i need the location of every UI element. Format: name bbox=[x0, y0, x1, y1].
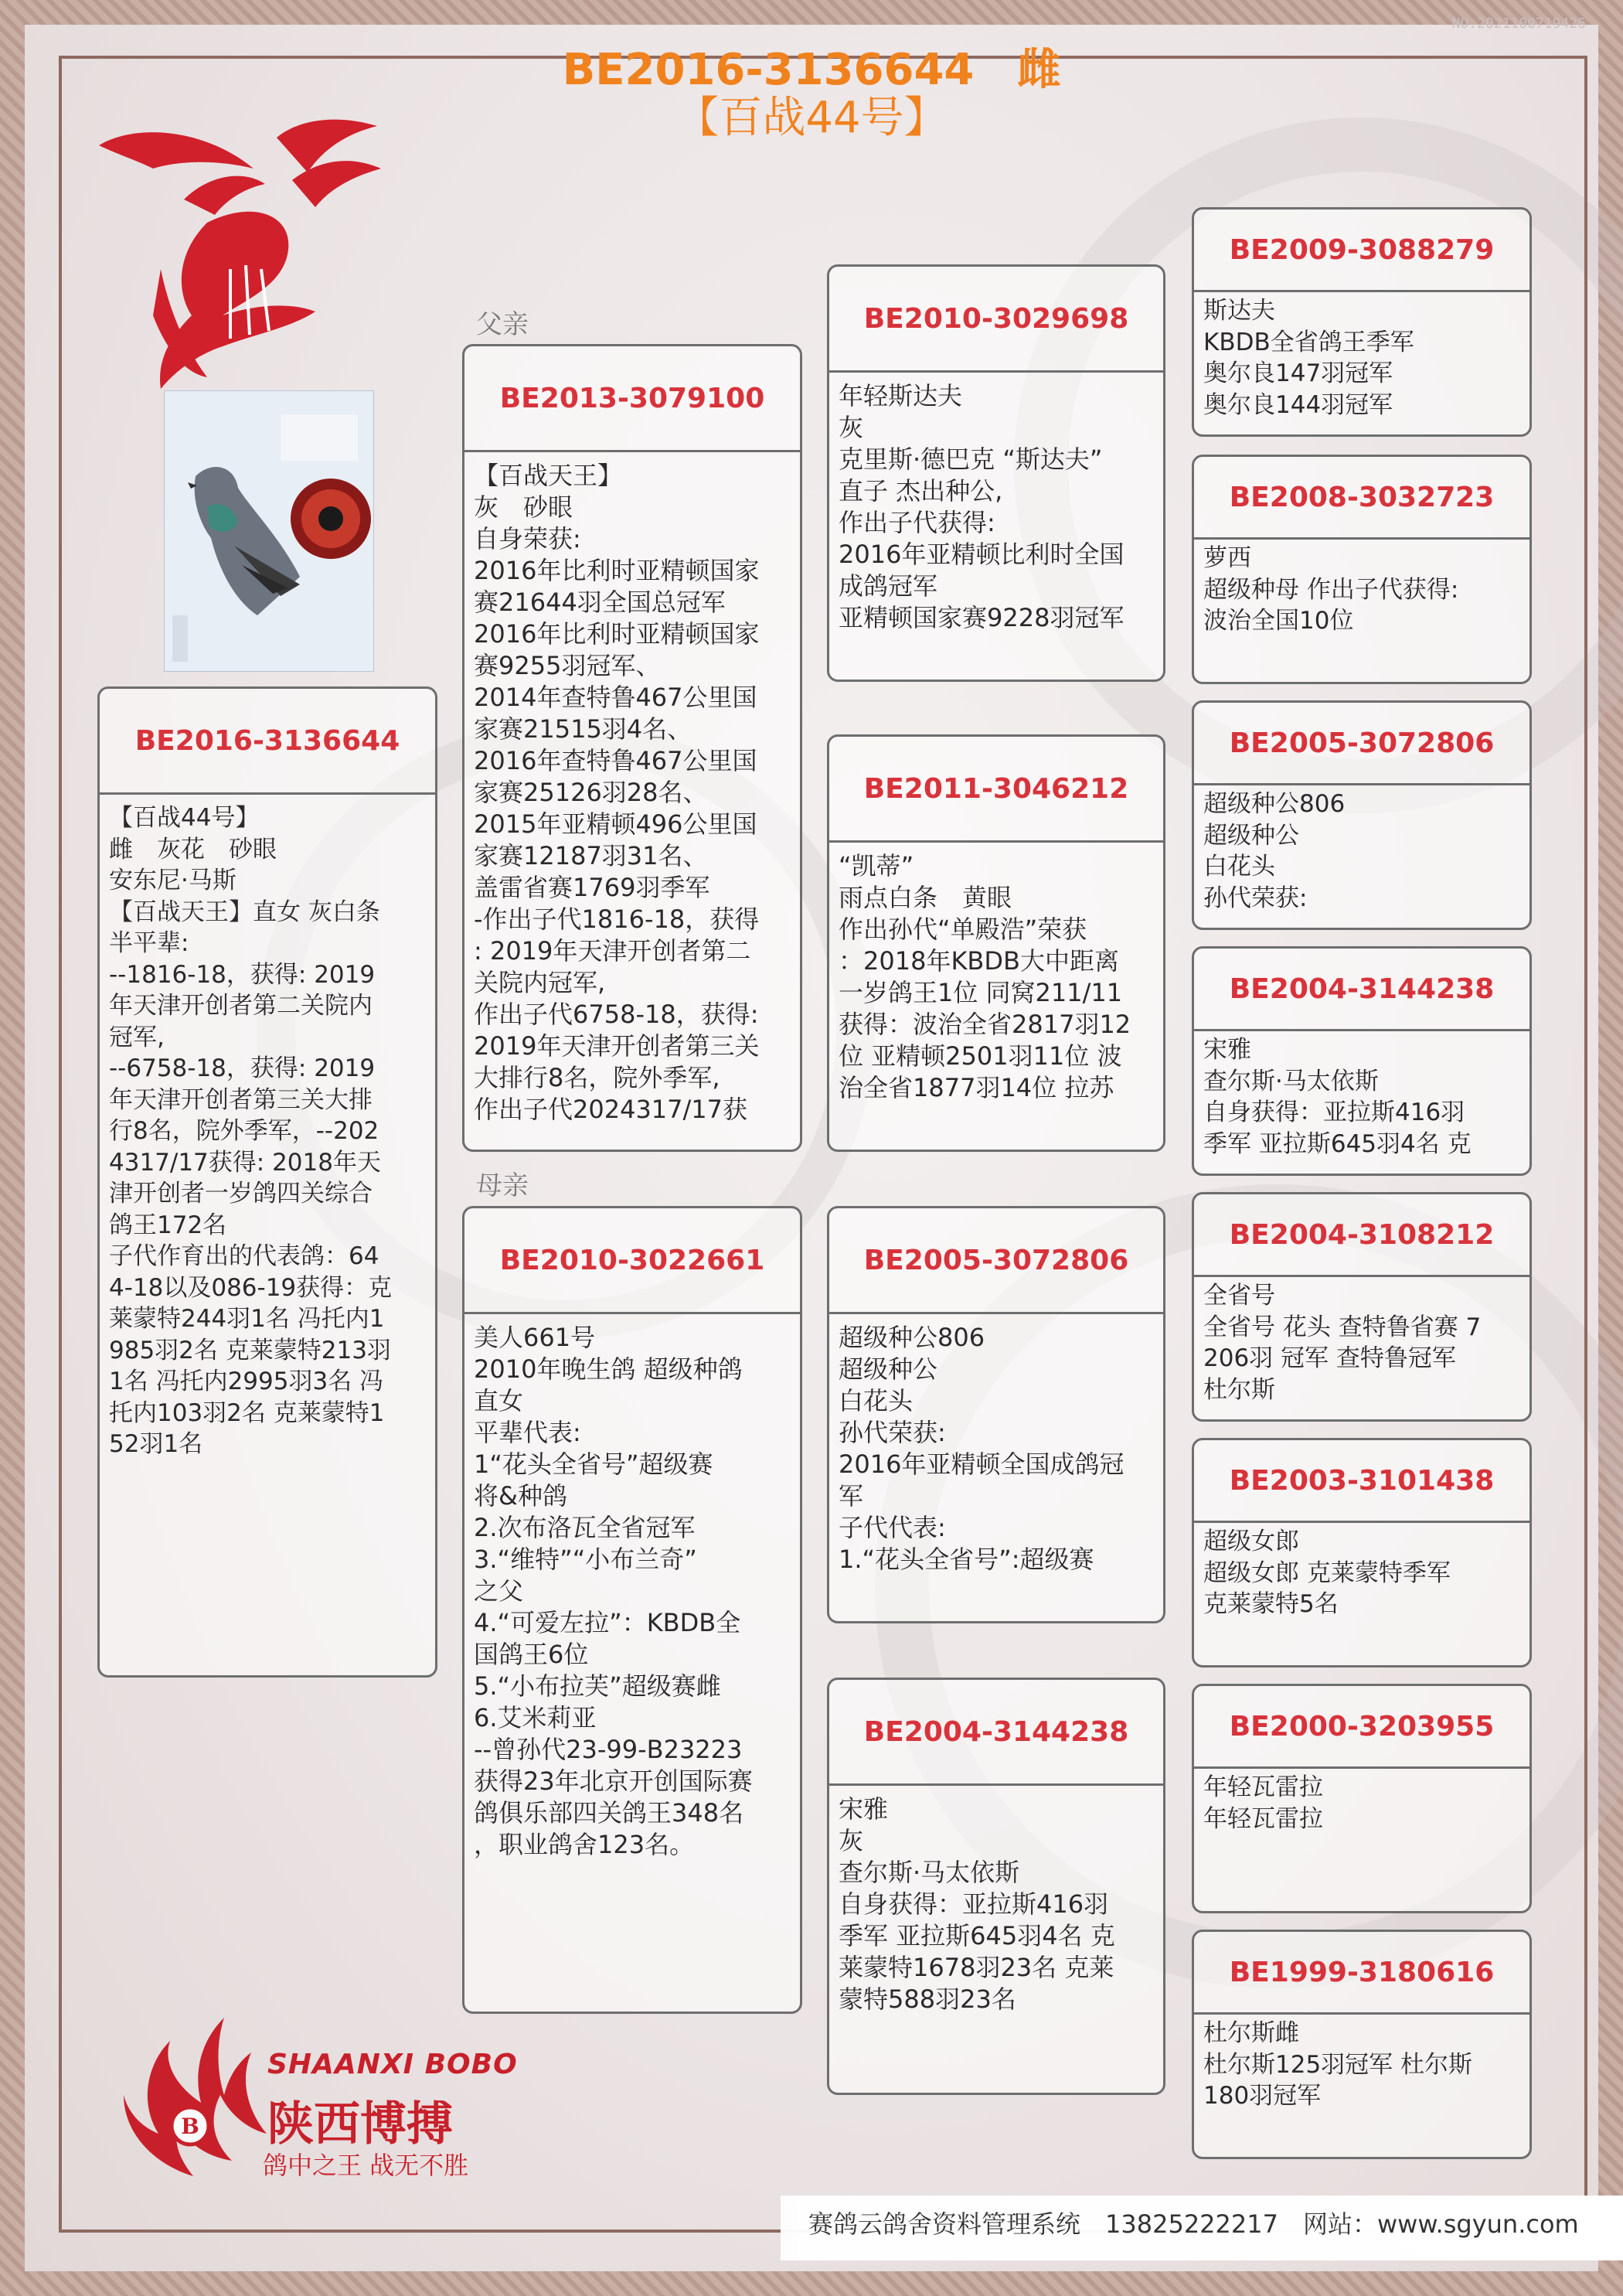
grandparent-ring: BE2011-3046212 bbox=[829, 737, 1163, 843]
mother-ring: BE2010-3022661 bbox=[464, 1208, 800, 1314]
grandparent-details: 超级种公806 超级种公 白花头 孙代荣获: 2016年亚精顿全国成鸽冠 军 子代代表: 1.“花头全省号”:超级赛 bbox=[839, 1323, 1125, 1574]
footer-phone: 13825222217 bbox=[1105, 2209, 1278, 2239]
father-ring: BE2013-3079100 bbox=[464, 346, 800, 452]
grandparent-ring: BE2004-3144238 bbox=[829, 1680, 1163, 1786]
pigeon-photo-image bbox=[165, 391, 373, 671]
serial-number: NO.2021100719426 bbox=[1451, 15, 1586, 32]
great-grandparent-ring: BE1999-3180616 bbox=[1194, 1932, 1529, 2015]
grandparent-details: 年轻斯达夫 灰 克里斯·德巴克 “斯达夫” 直子 杰出种公, 作出子代获得: 2016年亚精顿比利时全国 成鸽冠军 亚精顿国家赛9228羽冠军 bbox=[839, 381, 1125, 632]
subject-card[interactable] bbox=[97, 686, 437, 1678]
father-label: 父亲 bbox=[476, 309, 529, 340]
great-grandparent-details: 宋雅 查尔斯·马太依斯 自身获得：亚拉斯416羽 季军 亚拉斯645羽4名 克 bbox=[1203, 1036, 1472, 1158]
great-grandparent-card[interactable] bbox=[1192, 946, 1532, 1176]
great-grandparent-card[interactable] bbox=[1192, 1930, 1532, 2159]
great-grandparent-details: 超级种公806 超级种公 白花头 孙代荣获: bbox=[1203, 790, 1346, 912]
mother-details: 美人661号 2010年晚生鸽 超级种鸽 直女 平辈代表: 1“花头全省号”超级赛 将&种鸽 2.次布洛瓦全省冠军 3.“维特”“小布兰奇” 之父 4.“可爱左拉”：KBDB全 国鸽王6位 5.“小布拉芙”超级赛雌 6.艾米莉亚 --曾孙代23-99-B23223 获得23年北京开创国际赛 鸽俱乐部四关鸽王348名 ，职业鸽舍123名。 bbox=[474, 1323, 753, 1859]
brand-english: SHAANXI BOBO bbox=[267, 2049, 518, 2080]
footer-system: 赛鸽云鸽舍资料管理系统 bbox=[808, 2209, 1081, 2239]
brand-logo-icon bbox=[116, 2010, 270, 2188]
brand-slogan: 鸽中之王 战无不胜 bbox=[263, 2151, 469, 2180]
great-grandparent-ring: BE2008-3032723 bbox=[1194, 457, 1529, 540]
phoenix-logo-icon bbox=[91, 114, 393, 393]
great-grandparent-ring: BE2004-3108212 bbox=[1194, 1194, 1529, 1277]
grandparent-card[interactable] bbox=[827, 1678, 1165, 2095]
svg-text:B: B bbox=[181, 2114, 199, 2139]
pigeon-photo bbox=[164, 390, 374, 672]
great-grandparent-card[interactable] bbox=[1192, 207, 1532, 437]
great-grandparent-card[interactable] bbox=[1192, 1192, 1532, 1422]
title-ring: BE2016-3136644 bbox=[562, 45, 975, 95]
subject-details: 【百战44号】 雌 灰花 砂眼 安东尼·马斯 【百战天王】直女 灰白条 半平辈: --1816-18，获得: 2019 年天津开创者第二关院内 冠军, --6758-18，获得: 2019 年天津开创者第三关大排 行8名，院外季军，--202 4317/17获得: 2018年天 津开创者一岁鸽四关综合 鸽王172名 子代作育出的代表鸽：64 4-18以及086-19获得：克 莱蒙特244羽1名 冯托内1 985羽2名 克莱蒙特213羽 1名 冯托内2995羽3名 冯 托内103羽2名 克莱蒙特1 52羽1名 bbox=[109, 804, 393, 1458]
father-details: 【百战天王】 灰 砂眼 自身荣获: 2016年比利时亚精顿国家 赛21644羽全国总冠军 2016年比利时亚精顿国家 赛9255羽冠军、 2014年查特鲁467公里国 家赛21515羽4名、 2016年查特鲁467公里国 家赛25126羽28名、 2015年亚精顿496公里国 家赛12187羽31名、 盖雷省赛1769羽季军 -作出子代1816-18，获得 : 2019年天津开创者第二 关院内冠军, 作出子代6758-18，获得: 2019年天津开创者第三关 大排行8名，院外季军, 作出子代2024317/17获 bbox=[474, 461, 760, 1124]
grandparent-ring: BE2005-3072806 bbox=[829, 1208, 1163, 1314]
grandparent-ring: BE2010-3029698 bbox=[829, 267, 1163, 373]
great-grandparent-ring: BE2003-3101438 bbox=[1194, 1440, 1529, 1523]
great-grandparent-details: 全省号 全省号 花头 查特鲁省赛 7 206羽 冠军 查特鲁冠军 杜尔斯 bbox=[1203, 1282, 1482, 1404]
brand-chinese: 陕西博搏 bbox=[267, 2097, 453, 2151]
great-grandparent-card[interactable] bbox=[1192, 1684, 1532, 1913]
footer bbox=[808, 2205, 1604, 2240]
great-grandparent-details: 萝西 超级种母 作出子代获得: 波治全国10位 bbox=[1203, 544, 1459, 635]
great-grandparent-ring: BE2000-3203955 bbox=[1194, 1686, 1529, 1769]
mother-label: 母亲 bbox=[476, 1170, 529, 1201]
grandparent-card[interactable] bbox=[827, 734, 1165, 1152]
great-grandparent-card[interactable] bbox=[1192, 700, 1532, 930]
pigeon-name-title: 【百战44号】 bbox=[675, 93, 948, 143]
grandparent-details: 宋雅 灰 查尔斯·马太依斯 自身获得：亚拉斯416羽 季军 亚拉斯645羽4名 克 莱蒙特1678羽23名 克莱 蒙特588羽23名 bbox=[839, 1794, 1115, 2014]
great-grandparent-ring: BE2009-3088279 bbox=[1194, 210, 1529, 292]
great-grandparent-ring: BE2004-3144238 bbox=[1194, 949, 1529, 1031]
great-grandparent-card[interactable] bbox=[1192, 455, 1532, 684]
great-grandparent-details: 杜尔斯雌 杜尔斯125羽冠军 杜尔斯 180羽冠军 bbox=[1203, 2019, 1473, 2110]
great-grandparent-ring: BE2005-3072806 bbox=[1194, 703, 1529, 785]
title-sex: 雌 bbox=[1017, 45, 1061, 95]
subject-ring: BE2016-3136644 bbox=[100, 689, 435, 795]
great-grandparent-details: 超级女郎 超级女郎 克莱蒙特季军 克莱蒙特5名 bbox=[1203, 1528, 1451, 1618]
mother-card[interactable] bbox=[462, 1206, 802, 2014]
great-grandparent-details: 年轻瓦雷拉 年轻瓦雷拉 bbox=[1203, 1773, 1323, 1833]
footer-website[interactable]: 网站：www.sgyun.com bbox=[1302, 2209, 1579, 2239]
grandparent-details: “凯蒂” 雨点白条 黄眼 作出孙代“单殿浩”荣获 ：2018年KBDB大中距离 一岁鸽王1位 同窝211/11 获得：波治全省2817羽12 位 亚精顿2501羽11位 波 治全省1877羽14位 拉苏 bbox=[839, 851, 1131, 1102]
grandparent-card[interactable] bbox=[827, 264, 1165, 682]
great-grandparent-details: 斯达夫 KBDB全省鸽王季军 奥尔良147羽冠军 奥尔良144羽冠军 bbox=[1203, 297, 1414, 419]
father-card[interactable] bbox=[462, 344, 802, 1152]
grandparent-card[interactable] bbox=[827, 1206, 1165, 1623]
great-grandparent-card[interactable] bbox=[1192, 1438, 1532, 1667]
